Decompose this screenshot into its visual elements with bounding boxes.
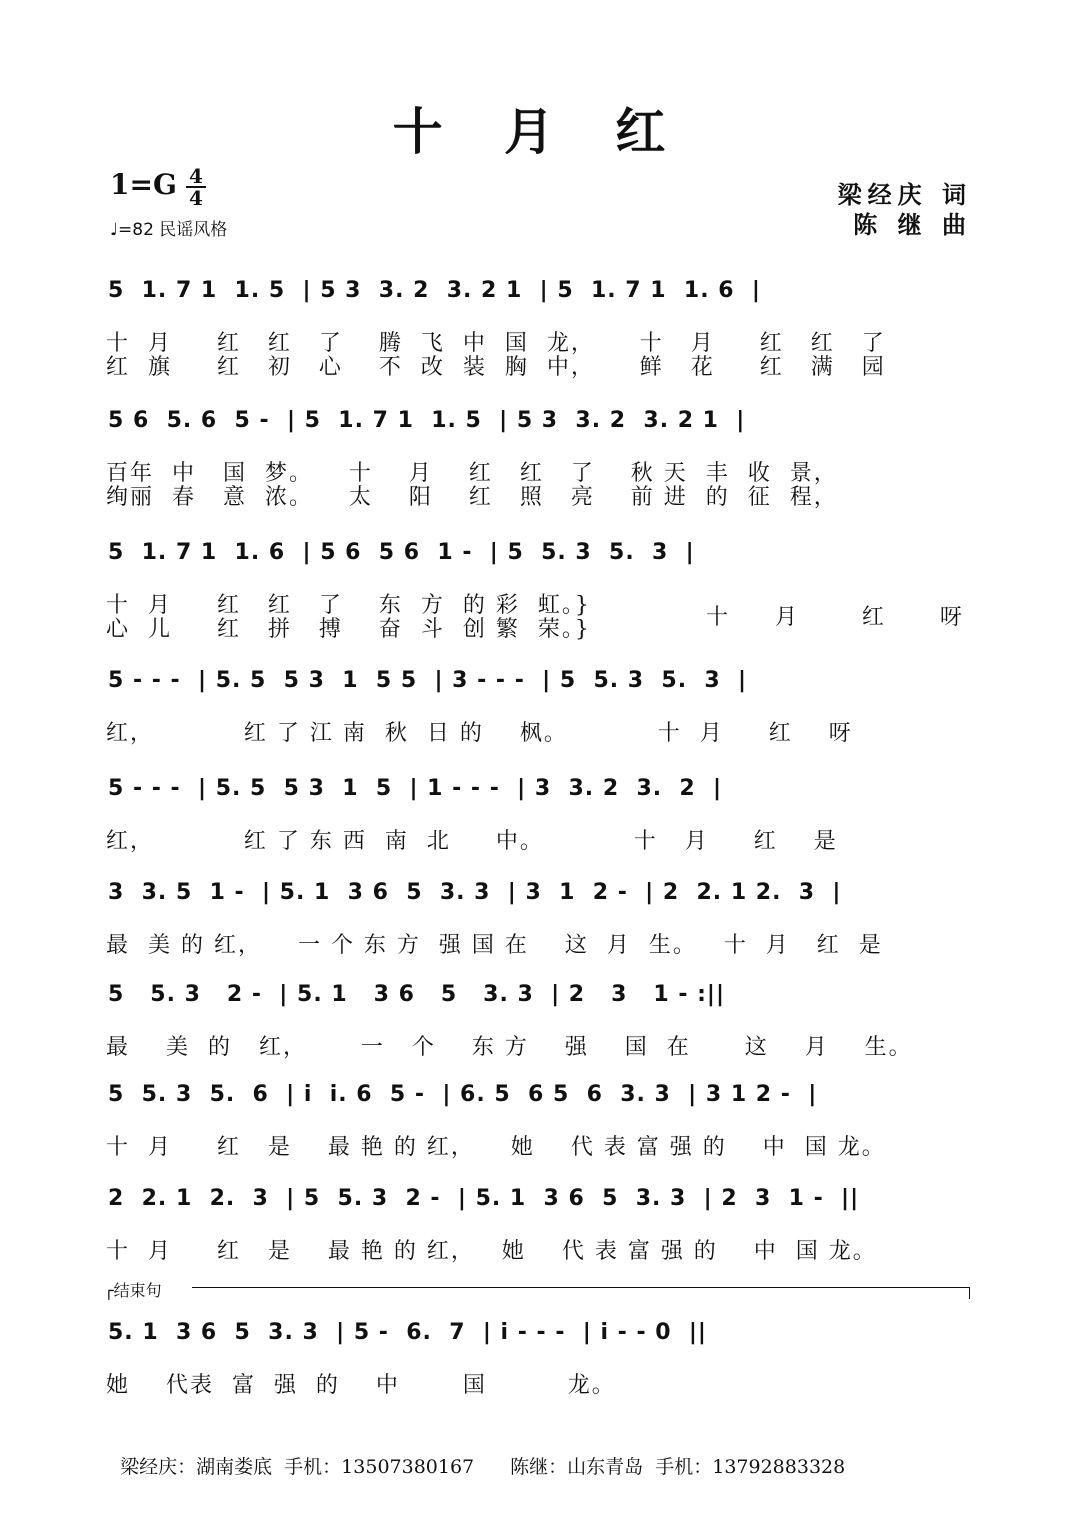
song-title: 十 月 红 <box>392 102 688 161</box>
score-system <box>0 1082 1080 1192</box>
score-system <box>0 278 1080 388</box>
notation-line: 5 5. 3 2 - | 5. 1 3 6 5 3. 3 | 2 3 1 - :|| <box>108 982 725 1007</box>
lyric-line: 十 月 红 红 了 东 方 的 彩 虹。} <box>106 593 591 618</box>
notation-line: 3 3. 5 1 - | 5. 1 3 6 5 3. 3 | 3 1 2 - | 2 2. 1 2. 3 | <box>108 880 842 905</box>
score-system <box>0 880 1080 990</box>
notation-line: 5 1. 7 1 1. 6 | 5 6 5 6 1 - | 5 5. 3 5. 3 | <box>108 540 695 565</box>
tempo-marking: ♩=82 民谣风格 <box>110 220 228 240</box>
lyricist-contact: 梁经庆：湖南娄底 手机：13507380167 <box>120 1456 475 1478</box>
lyric-line: 最 美 的 红， 一 个 东 方 强 国 在 这 月 生。 十 月 红 是 <box>106 933 883 958</box>
lyric-line: 十 月 红 是 最 艳 的 红， 她 代 表 富 强 的 中 国 龙。 <box>106 1239 877 1264</box>
lyric-line: 十 月 红 是 最 艳 的 红， 她 代 表 富 强 的 中 国 龙。 <box>106 1135 886 1160</box>
lyric-line: 红， 红 了 东 西 南 北 中。 十 月 红 是 <box>106 829 838 854</box>
time-top: 4 <box>189 164 203 188</box>
composer-contact: 陈继：山东青岛 手机：13792883328 <box>510 1456 846 1478</box>
lyric-line-shared: 十 月 红 呀 <box>706 605 964 630</box>
lyric-line: 十 月 红 红 了 腾 飞 中 国 龙， 十 月 红 红 了 <box>106 331 886 356</box>
lyric-line: 她 代表 富 强 的 中 国 龙。 <box>106 1373 616 1398</box>
lyric-line: 百年 中 国 梦。 十 月 红 红 了 秋 天 丰 收 景， <box>106 461 838 486</box>
score-system <box>0 1186 1080 1296</box>
lyric-line: 红 旗 红 初 心 不 改 装 胸 中， 鲜 花 红 满 园 <box>106 355 886 380</box>
coda-label: ┌结束句 <box>104 1281 162 1300</box>
notation-line: 5 - - - | 5. 5 5 3 1 5 5 | 3 - - - | 5 5. 3 5. 3 | <box>108 668 748 693</box>
score-system <box>0 982 1080 1092</box>
score-system <box>0 1320 1080 1430</box>
score-system <box>0 668 1080 778</box>
lyric-line: 绚丽 春 意 浓。 太 阳 红 照 亮 前 进 的 征 程， <box>106 485 838 510</box>
lyric-line: 最 美 的 红， 一 个 东 方 强 国 在 这 月 生。 <box>106 1035 913 1060</box>
composer-credit: 陈 继 曲 <box>853 210 972 239</box>
key-signature: 1=G <box>110 168 177 201</box>
coda-bracket-line <box>192 1287 970 1288</box>
footer-contacts <box>108 1430 881 1479</box>
lyricist-credit: 梁经庆 词 <box>837 180 972 209</box>
notation-line: 5 5. 3 5. 6 | i i. 6 5 - | 6. 5 6 5 6 3. 3 | 3 1 2 - | <box>108 1082 818 1107</box>
notation-line: 2 2. 1 2. 3 | 5 5. 3 2 - | 5. 1 3 6 5 3. 3 | 2 3 1 - || <box>108 1186 860 1211</box>
notation-line: 5 6 5. 6 5 - | 5 1. 7 1 1. 5 | 5 3 3. 2 3. 2 1 | <box>108 408 746 433</box>
time-bottom: 4 <box>189 186 203 210</box>
time-signature <box>186 166 206 208</box>
coda-bracket-end <box>969 1287 970 1299</box>
score-system <box>0 776 1080 886</box>
lyric-line: 心 儿 红 拼 搏 奋 斗 创 繁 荣。} <box>106 617 591 642</box>
notation-line: 5 1. 7 1 1. 5 | 5 3 3. 2 3. 2 1 | 5 1. 7 1 1. 6 | <box>108 278 761 303</box>
notation-line: 5. 1 3 6 5 3. 3 | 5 - 6. 7 | i - - - | i - - 0 || <box>108 1320 707 1345</box>
score-system <box>0 540 1080 650</box>
score-system <box>0 408 1080 518</box>
notation-line: 5 - - - | 5. 5 5 3 1 5 | 1 - - - | 3 3. 2 3. 2 | <box>108 776 723 801</box>
lyric-line: 红， 红 了 江 南 秋 日 的 枫。 十 月 红 呀 <box>106 721 853 746</box>
